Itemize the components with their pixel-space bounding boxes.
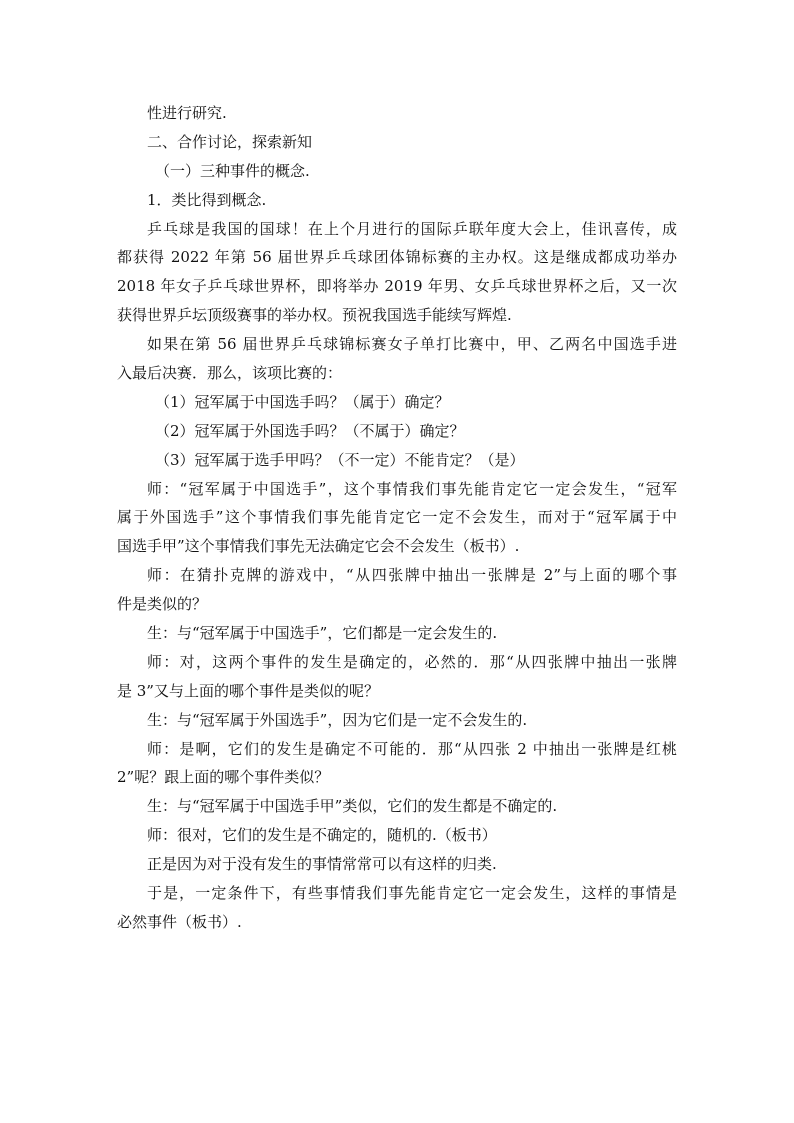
paragraph-line: 于是，一定条件下，有些事情我们事先能肯定它一定会发生，这样的事情是 bbox=[147, 884, 677, 903]
paragraph-line: 如果在第 56 届世界乒乓球锦标赛女子单打比赛中，甲、乙两名中国选手进 bbox=[147, 335, 677, 354]
dialogue-line: 生：与“冠军属于中国选手甲”类似，它们的发生都是不确定的. bbox=[147, 797, 558, 816]
paragraph-line: 必然事件（板书）. bbox=[117, 912, 242, 931]
dialogue-line: 师：在猜扑克牌的游戏中，“从四张牌中抽出一张牌是 2”与上面的哪个事 bbox=[147, 566, 677, 585]
item-heading: 1．类比得到概念. bbox=[147, 190, 267, 209]
paragraph-line: 都获得 2022 年第 56 届世界乒乓球团体锦标赛的主办权。这是继成都成功举办 bbox=[117, 248, 677, 267]
question-item: （1）冠军属于中国选手吗？（属于）确定？ bbox=[155, 392, 450, 411]
dialogue-line: 件是类似的？ bbox=[117, 595, 208, 614]
dialogue-line: 师：对，这两个事件的发生是确定的，必然的．那“从四张牌中抽出一张牌 bbox=[147, 652, 677, 671]
dialogue-line: 生：与“冠军属于中国选手”，它们都是一定会发生的. bbox=[147, 624, 498, 643]
paragraph-line: 2018 年女子乒乓球世界杯，即将举办 2019 年男、女乒乓球世界杯之后，又一次 bbox=[117, 277, 677, 296]
dialogue-line: 属于外国选手”这个事情我们事先能肯定它一定不会发生，而对于“冠军属于中 bbox=[117, 508, 677, 527]
dialogue-line: 师：很对，它们的发生是不确定的，随机的.（板书） bbox=[147, 826, 497, 845]
subsection-heading: （一）三种事件的概念. bbox=[155, 161, 310, 180]
dialogue-line: 师：是啊，它们的发生是确定不可能的．那“从四张 2 中抽出一张牌是红桃 bbox=[147, 739, 677, 758]
dialogue-line: 2”呢？跟上面的哪个事件类似？ bbox=[117, 768, 330, 787]
section-heading: 二、合作讨论，探索新知 bbox=[147, 132, 313, 151]
dialogue-line: 是 3”又与上面的哪个事件是类似的呢？ bbox=[117, 681, 379, 700]
document-body bbox=[117, 99, 677, 937]
dialogue-line: 国选手甲”这个事情我们事先无法确定它会不会发生（板书）. bbox=[117, 537, 520, 556]
paragraph-line: 入最后决赛．那么，该项比赛的： bbox=[117, 364, 343, 383]
paragraph-line: 获得世界乒坛顶级赛事的举办权。预祝我国选手能续写辉煌. bbox=[117, 306, 512, 325]
dialogue-line: 师：“冠军属于中国选手”，这个事情我们事先能肯定它一定会发生，“冠军 bbox=[147, 479, 677, 498]
dialogue-line: 生：与“冠军属于外国选手”，因为它们是一定不会发生的. bbox=[147, 710, 528, 729]
question-item: （2）冠军属于外国选手吗？（不属于）确定？ bbox=[155, 421, 465, 440]
text-line: 性进行研究. bbox=[147, 104, 227, 122]
paragraph-line: 乒乓球是我国的国球！在上个月进行的国际乒联年度大会上，佳讯喜传，成 bbox=[147, 219, 677, 238]
question-item: （3）冠军属于选手甲吗？（不一定）不能肯定？（是） bbox=[155, 450, 525, 469]
paragraph-line: 正是因为对于没有发生的事情常常可以有这样的归类. bbox=[147, 855, 497, 874]
